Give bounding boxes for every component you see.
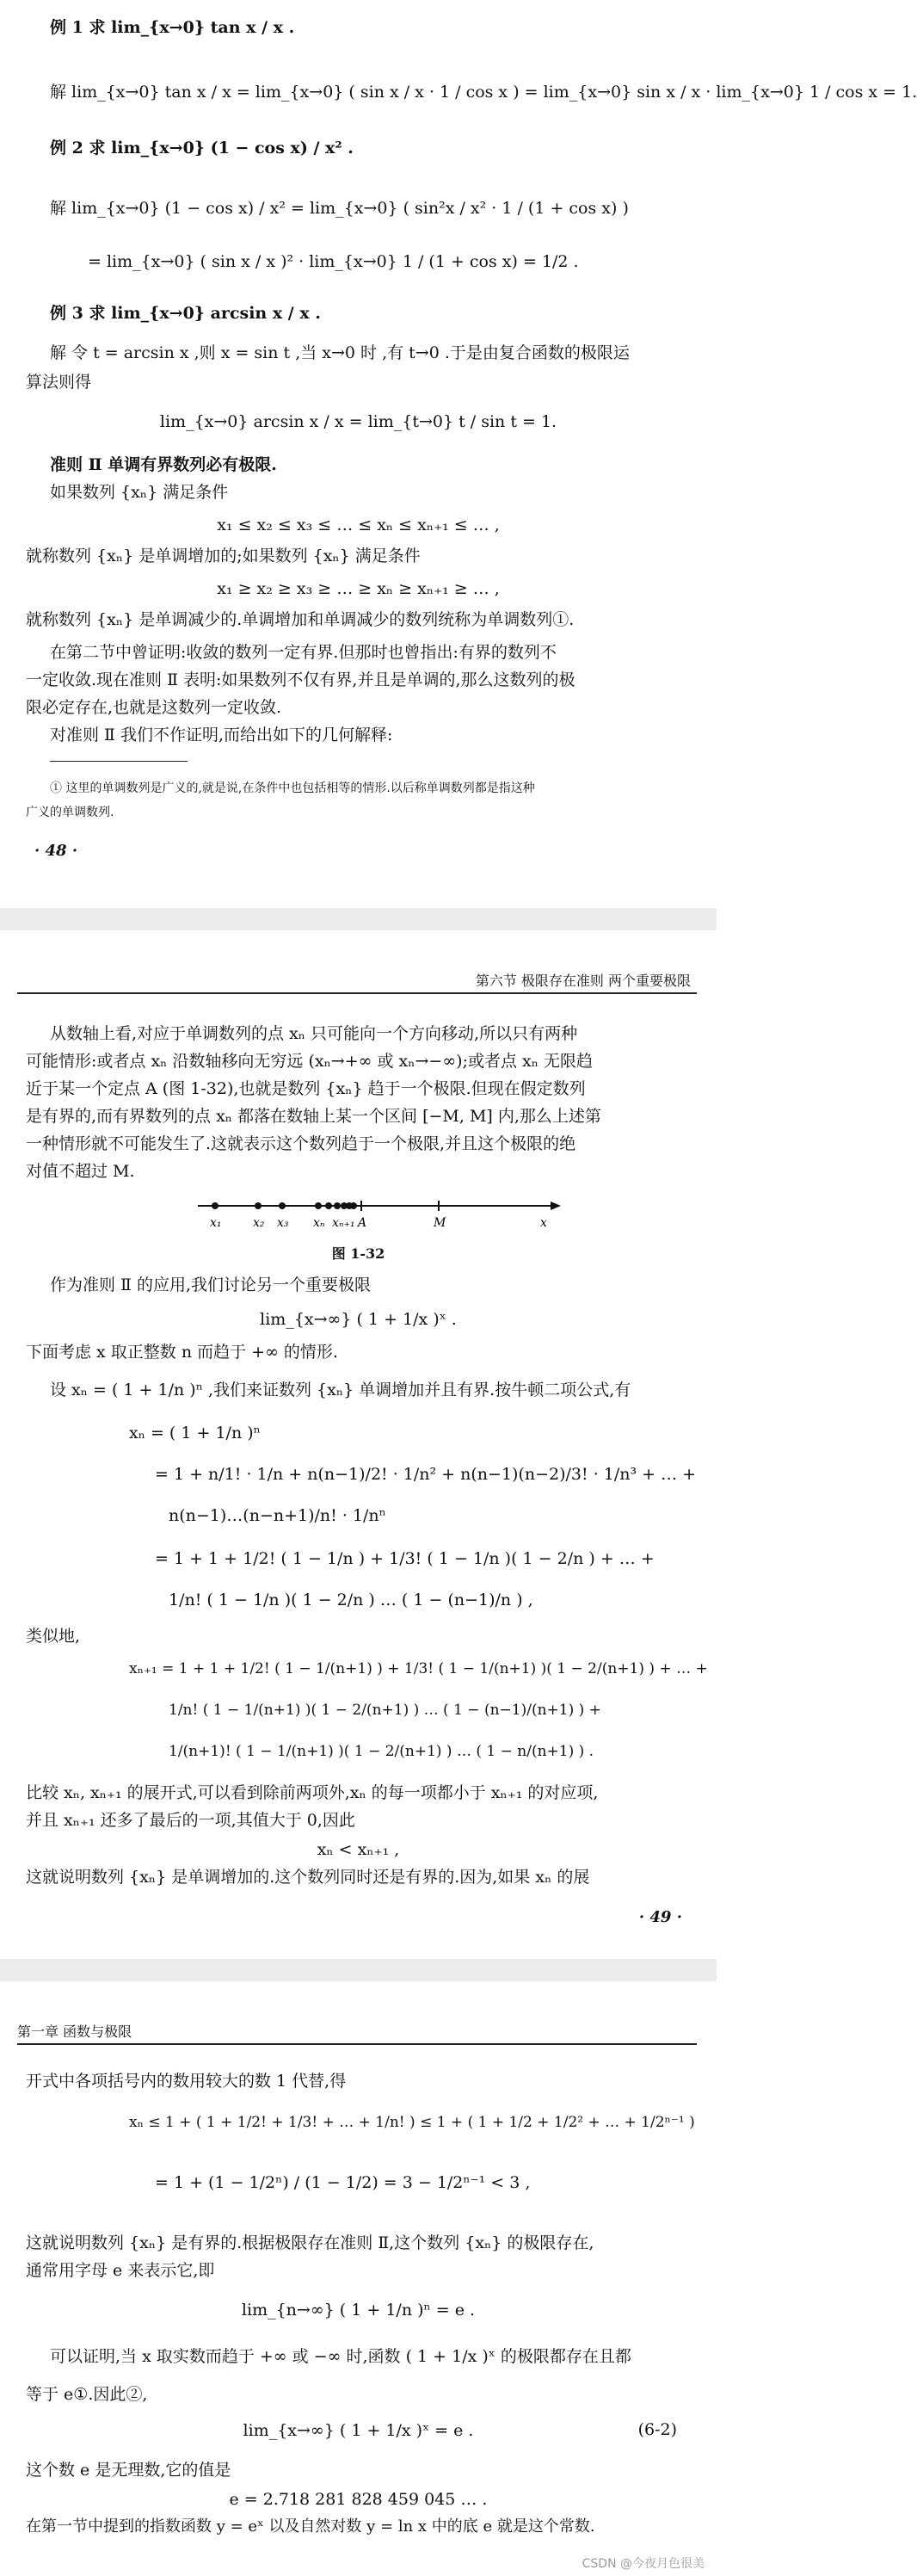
watermark: CSDN @今夜月色很美 [582,2557,705,2571]
footnote: ① 这里的单调数列是广义的,就是说,在条件中也包括相等的情形.以后称单调数列都是指这种 [50,781,535,795]
text-line: 这就说明数列 {xₙ} 是单调增加的.这个数列同时还是有界的.因为,如果 xₙ 的展 [26,1868,590,1887]
bound-line: xₙ ≤ 1 + ( 1 + 1/2! + 1/3! + … + 1/n! ) ≤ 1 + ( 1 + 1/2 + 1/2² + … + 1/2ⁿ⁻¹ ) [129,2114,695,2131]
text-line: 如果数列 {xₙ} 满足条件 [50,483,229,502]
page-number: · 48 · [34,842,78,860]
text-line: 可能情形:或者点 xₙ 沿数轴移向无穷远 (xₙ→+∞ 或 xₙ→−∞);或者点 xₙ 无限趋 [26,1052,593,1071]
text-line: 并且 xₙ₊₁ 还多了最后的一项,其值大于 0,因此 [26,1811,355,1830]
bound-line: = 1 + (1 − 1/2ⁿ) / (1 − 1/2) = 3 − 1/2ⁿ⁻¹ < 3 , [155,2173,531,2192]
svg-text:x₁: x₁ [210,1216,222,1230]
text-line: 就称数列 {xₙ} 是单调增加的;如果数列 {xₙ} 满足条件 [26,547,421,565]
page-50 [0,1981,717,2576]
solution-3b: 算法则得 [26,373,92,392]
increasing-condition: x₁ ≤ x₂ ≤ x₃ ≤ … ≤ xₙ ≤ xₙ₊₁ ≤ … , [217,516,500,534]
equation-number: (6-2) [637,2420,677,2439]
inequality: xₙ < xₙ₊₁ , [317,1840,400,1859]
expansion-line: 1/(n+1)! ( 1 − 1/(n+1) )( 1 − 2/(n+1) ) … ( 1 − n/(n+1) ) . [169,1743,594,1760]
text-line: 等于 e①.因此②, [26,2385,148,2404]
text-line: 一种情形就不可能发生了.这就表示这个数列趋于一个极限,并且这个极限的绝 [26,1134,576,1153]
running-header: 第六节 极限存在准则 两个重要极限 [475,973,691,989]
page-number: · 49 · [638,1908,682,1926]
expansion-line: 1/n! ( 1 − 1/(n+1) )( 1 − 2/(n+1) ) … ( 1 − (n−1)/(n+1) ) + [169,1702,601,1719]
footnote-rule [50,761,188,762]
text-line: 设 xₙ = ( 1 + 1/n )ⁿ ,我们来证数列 {xₙ} 单调增加并且有界.按牛顿二项公式,有 [50,1381,631,1399]
text-line: 在第一节中提到的指数函数 y = eˣ 以及自然对数 y = ln x 中的底 e 就是这个常数. [26,2517,595,2536]
footnote: 广义的单调数列. [26,806,114,819]
text-line: 限必定存在,也就是这数列一定收敛. [26,698,282,717]
limit-formula: lim_{x→∞} ( 1 + 1/x )ˣ . [260,1310,457,1329]
svg-text:xₙ₊₁: xₙ₊₁ [332,1216,355,1230]
decreasing-condition: x₁ ≥ x₂ ≥ x₃ ≥ … ≥ xₙ ≥ xₙ₊₁ ≥ … , [217,579,500,598]
example-2: 例 2 求 lim_{x→0} (1 − cos x) / x² . [50,139,354,158]
solution-2a: 解 lim_{x→0} (1 − cos x) / x² = lim_{x→0} ( sin²x / x² · 1 / (1 + cos x) ) [50,199,629,218]
page-gap [0,908,717,930]
header-rule [17,2043,697,2045]
text-line: 是有界的,而有界数列的点 xₙ 都落在数轴上某一个区间 [−M, M] 内,那么上述第 [26,1107,601,1126]
page-49 [0,930,717,1955]
criterion-2-title: 准则 Ⅱ 单调有界数列必有极限. [50,455,277,474]
expansion-line: n(n−1)…(n−n+1)/n! · 1/nⁿ [169,1506,386,1525]
svg-text:x: x [540,1216,547,1230]
svg-text:M: M [434,1216,446,1230]
solution-2b: = lim_{x→0} ( sin x / x )² · lim_{x→0} 1 / (1 + cos x) = 1/2 . [88,252,579,271]
solution-1: 解 lim_{x→0} tan x / x = lim_{x→0} ( sin x / x · 1 / cos x ) = lim_{x→0} sin x / x · lim_{x→0} 1 / cos x = 1. [50,83,917,102]
page-gap [0,1959,717,1981]
expansion-line: 1/n! ( 1 − 1/n )( 1 − 2/n ) … ( 1 − (n−1)/n ) , [169,1591,533,1609]
text-line: 一定收敛.现在准则 Ⅱ 表明:如果数列不仅有界,并且是单调的,那么这数列的极 [26,670,575,689]
expansion-line: xₙ₊₁ = 1 + 1 + 1/2! ( 1 − 1/(n+1) ) + 1/3! ( 1 − 1/(n+1) )( 1 − 2/(n+1) ) + … + [129,1660,708,1677]
svg-text:A: A [358,1216,367,1230]
text-line: 对值不超过 M. [26,1162,135,1181]
text-line: 就称数列 {xₙ} 是单调减少的.单调增加和单调减少的数列统称为单调数列①. [26,610,575,629]
text-line: 近于某一个定点 A (图 1-32),也就是数列 {xₙ} 趋于一个极限.但现在假定数列 [26,1079,586,1098]
figure-number-line [189,1189,568,1240]
svg-text:x₃: x₃ [277,1216,289,1230]
text-line: 这个数 e 是无理数,它的值是 [26,2461,231,2480]
example-3: 例 3 求 lim_{x→0} arcsin x / x . [50,304,321,323]
text-line: 在第二节中曾证明:收敛的数列一定有界.但那时也曾指出:有界的数列不 [50,643,557,662]
text-line: 对准则 Ⅱ 我们不作证明,而给出如下的几何解释: [50,726,393,744]
text-line: 这就说明数列 {xₙ} 是有界的.根据极限存在准则 Ⅱ,这个数列 {xₙ} 的极限存在, [26,2233,594,2252]
figure-caption: 图 1-32 [331,1245,385,1262]
e-definition: lim_{n→∞} ( 1 + 1/n )ⁿ = e . [241,2301,476,2320]
text-line: 通常用字母 e 来表示它,即 [26,2261,215,2280]
solution-3a: 解 令 t = arcsin x ,则 x = sin t ,当 x→0 时 ,有 t→0 .于是由复合函数的极限运 [50,343,630,362]
text-line: 比较 xₙ, xₙ₊₁ 的展开式,可以看到除前两项外,xₙ 的每一项都小于 xₙ₊₁ 的对应项, [26,1783,599,1802]
example-1: 例 1 求 lim_{x→0} tan x / x . [50,18,295,37]
solution-3-formula: lim_{x→0} arcsin x / x = lim_{t→0} t / sin t = 1. [159,412,557,431]
expansion-line: xₙ = ( 1 + 1/n )ⁿ [129,1424,261,1442]
svg-text:x₂: x₂ [253,1216,265,1230]
e-limit: lim_{x→∞} ( 1 + 1/x )ˣ = e . [243,2421,474,2440]
expansion-line: = 1 + n/1! · 1/n + n(n−1)/2! · 1/n² + n(n−1)(n−2)/3! · 1/n³ + … + [155,1465,697,1484]
text-line: 开式中各项括号内的数用较大的数 1 代替,得 [26,2072,347,2091]
text-line: 类似地, [26,1627,81,1646]
text-line: 下面考虑 x 取正整数 n 而趋于 +∞ 的情形. [26,1343,338,1362]
text-line: 作为准则 Ⅱ 的应用,我们讨论另一个重要极限 [50,1276,372,1294]
e-value: e = 2.718 281 828 459 045 … . [229,2490,488,2509]
svg-text:xₙ: xₙ [313,1216,325,1230]
text-line: 可以证明,当 x 取实数而趋于 +∞ 或 −∞ 时,函数 ( 1 + 1/x )ˣ 的极限都存在且都 [50,2347,631,2366]
page-48 [0,0,917,904]
text-line: 从数轴上看,对应于单调数列的点 xₙ 只可能向一个方向移动,所以只有两种 [50,1024,578,1043]
expansion-line: = 1 + 1 + 1/2! ( 1 − 1/n ) + 1/3! ( 1 − 1/n )( 1 − 2/n ) + … + [155,1549,655,1568]
running-header: 第一章 函数与极限 [17,2023,132,2040]
header-rule [17,992,697,994]
